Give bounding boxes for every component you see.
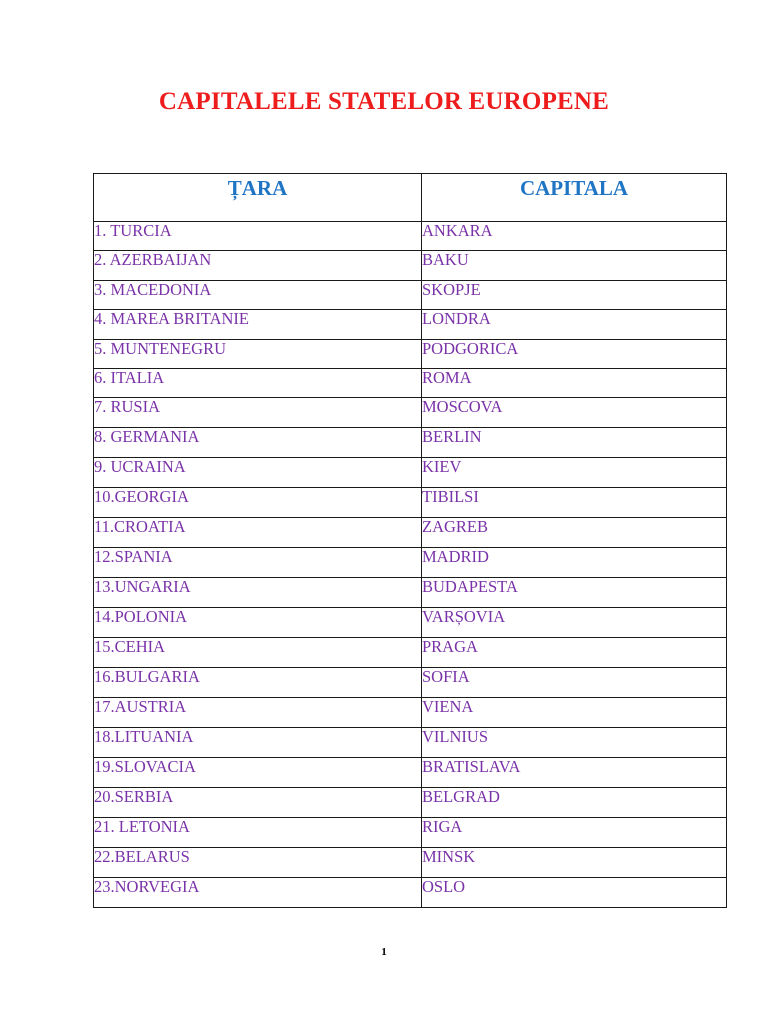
table-row bbox=[94, 667, 727, 697]
table-row bbox=[94, 280, 727, 309]
capital-cell: VIENA bbox=[422, 697, 727, 727]
country-cell: 15.CEHIA bbox=[94, 637, 422, 667]
table-row bbox=[94, 310, 727, 339]
country-cell: 4. MAREA BRITANIE bbox=[94, 310, 422, 339]
table-row bbox=[94, 251, 727, 280]
country-cell: 14.POLONIA bbox=[94, 607, 422, 637]
capital-cell: BELGRAD bbox=[422, 787, 727, 817]
country-cell: 11.CROATIA bbox=[94, 517, 422, 547]
country-cell: 9. UCRAINA bbox=[94, 457, 422, 487]
capital-cell: SOFIA bbox=[422, 667, 727, 697]
country-cell: 12.SPANIA bbox=[94, 547, 422, 577]
country-cell: 6. ITALIA bbox=[94, 368, 422, 397]
country-cell: 18.LITUANIA bbox=[94, 727, 422, 757]
country-cell: 10.GEORGIA bbox=[94, 487, 422, 517]
country-cell: 20.SERBIA bbox=[94, 787, 422, 817]
country-cell: 13.UNGARIA bbox=[94, 577, 422, 607]
capital-cell: BAKU bbox=[422, 251, 727, 280]
table-row bbox=[94, 339, 727, 368]
capital-cell: VILNIUS bbox=[422, 727, 727, 757]
table-row bbox=[94, 637, 727, 667]
page-number: 1 bbox=[381, 946, 387, 958]
table-row bbox=[94, 787, 727, 817]
country-cell: 2. AZERBAIJAN bbox=[94, 251, 422, 280]
country-cell: 8. GERMANIA bbox=[94, 427, 422, 457]
capital-cell: MADRID bbox=[422, 547, 727, 577]
table-row bbox=[94, 427, 727, 457]
country-cell: 22.BELARUS bbox=[94, 847, 422, 877]
capital-cell: OSLO bbox=[422, 877, 727, 907]
capital-cell: VARȘOVIA bbox=[422, 607, 727, 637]
table-row bbox=[94, 398, 727, 427]
capital-cell: TIBILSI bbox=[422, 487, 727, 517]
capital-cell: SKOPJE bbox=[422, 280, 727, 309]
table-row bbox=[94, 517, 727, 547]
capital-cell: PRAGA bbox=[422, 637, 727, 667]
country-cell: 1. TURCIA bbox=[94, 222, 422, 251]
table-row bbox=[94, 847, 727, 877]
country-cell: 19.SLOVACIA bbox=[94, 757, 422, 787]
table-row bbox=[94, 577, 727, 607]
country-cell: 17.AUSTRIA bbox=[94, 697, 422, 727]
country-cell: 21. LETONIA bbox=[94, 817, 422, 847]
country-cell: 23.NORVEGIA bbox=[94, 877, 422, 907]
table-row bbox=[94, 222, 727, 251]
capital-cell: BUDAPESTA bbox=[422, 577, 727, 607]
table-row bbox=[94, 368, 727, 397]
table-row bbox=[94, 487, 727, 517]
capital-cell: ANKARA bbox=[422, 222, 727, 251]
capital-cell: KIEV bbox=[422, 457, 727, 487]
capital-cell: MOSCOVA bbox=[422, 398, 727, 427]
table-row bbox=[94, 697, 727, 727]
country-cell: 3. MACEDONIA bbox=[94, 280, 422, 309]
table-row bbox=[94, 877, 727, 907]
country-cell: 5. MUNTENEGRU bbox=[94, 339, 422, 368]
table-row bbox=[94, 727, 727, 757]
header-capital: CAPITALA bbox=[422, 174, 727, 222]
page-title: CAPITALELE STATELOR EUROPENE bbox=[158, 88, 610, 115]
table-row bbox=[94, 547, 727, 577]
table-row bbox=[94, 607, 727, 637]
table-row bbox=[94, 757, 727, 787]
table-row bbox=[94, 817, 727, 847]
capital-cell: LONDRA bbox=[422, 310, 727, 339]
table-row bbox=[94, 457, 727, 487]
country-cell: 16.BULGARIA bbox=[94, 667, 422, 697]
capital-cell: ZAGREB bbox=[422, 517, 727, 547]
country-cell: 7. RUSIA bbox=[94, 398, 422, 427]
capital-cell: BERLIN bbox=[422, 427, 727, 457]
table-header-row bbox=[94, 174, 727, 222]
header-country: ȚARA bbox=[94, 174, 422, 222]
capital-cell: BRATISLAVA bbox=[422, 757, 727, 787]
capitals-table bbox=[93, 173, 727, 908]
capital-cell: RIGA bbox=[422, 817, 727, 847]
capital-cell: ROMA bbox=[422, 368, 727, 397]
capital-cell: PODGORICA bbox=[422, 339, 727, 368]
capital-cell: MINSK bbox=[422, 847, 727, 877]
